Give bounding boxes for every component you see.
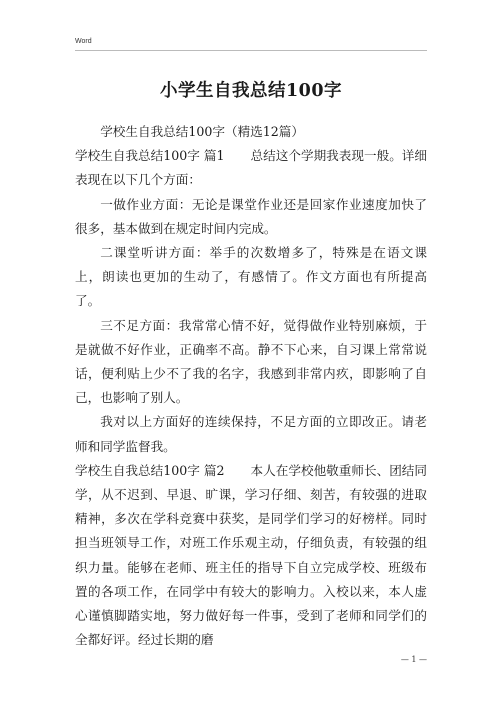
paragraph-6	[75, 459, 427, 653]
document-title: 小学生自我总结100字	[159, 81, 343, 101]
paragraph-4: 三不足方面：我常常心情不好，觉得做作业特别麻烦，于是就做不好作业，正确率不高。静不下心来，自习课上常常说话，便利贴上少不了我的名字，我感到非常内疚，即影响了自己，也影响了别人。	[75, 317, 427, 406]
section-heading-2: 学校生自我总结100字 篇2	[75, 462, 225, 478]
header-divider	[75, 50, 427, 51]
paragraph-6-text: 本人在学校他敬重师长、团结同学，从不迟到、早退、旷课，学习仔细、刻苦，有较强的进取精神，多次在学科竞赛中获奖，是同学们学习的好榜样。同时担当班领导工作，对班工作乐观主动，仔细负责，有较强的组织力量。能够在老师、班主任的指导下自立完成学校、班级布置的各项工作，在同学中有较大的影响力。入校以来，本人虚心谨慎脚踏实地，努力做好每一件事，受到了老师和同学们的全都好评。经过长期的磨	[75, 462, 428, 648]
paragraph-1	[75, 144, 427, 192]
header-label: Word	[75, 38, 92, 45]
document-body	[75, 120, 427, 652]
paragraph-5: 我对以上方面好的连续保持，不足方面的立即改正。请老师和同学监督我。	[75, 414, 427, 454]
section-heading-1: 学校生自我总结100字 篇1	[75, 148, 225, 164]
paragraph-2: 一做作业方面：无论是课堂作业还是回家作业速度加快了很多，基本做到在规定时间内完成。	[75, 196, 427, 236]
page-number: — 1 —	[400, 655, 427, 664]
document-subtitle: 学校生自我总结100字（精选12篇）	[100, 124, 304, 139]
paragraph-3: 二课堂听讲方面：举手的次数增多了，特殊是在语文课上，朗读也更加的生动了，有感情了。作文方面也有所提高了。	[75, 245, 427, 309]
paragraph-1-text: 总结这个学期我表现一般。详细表现在以下几个方面：	[75, 148, 428, 188]
